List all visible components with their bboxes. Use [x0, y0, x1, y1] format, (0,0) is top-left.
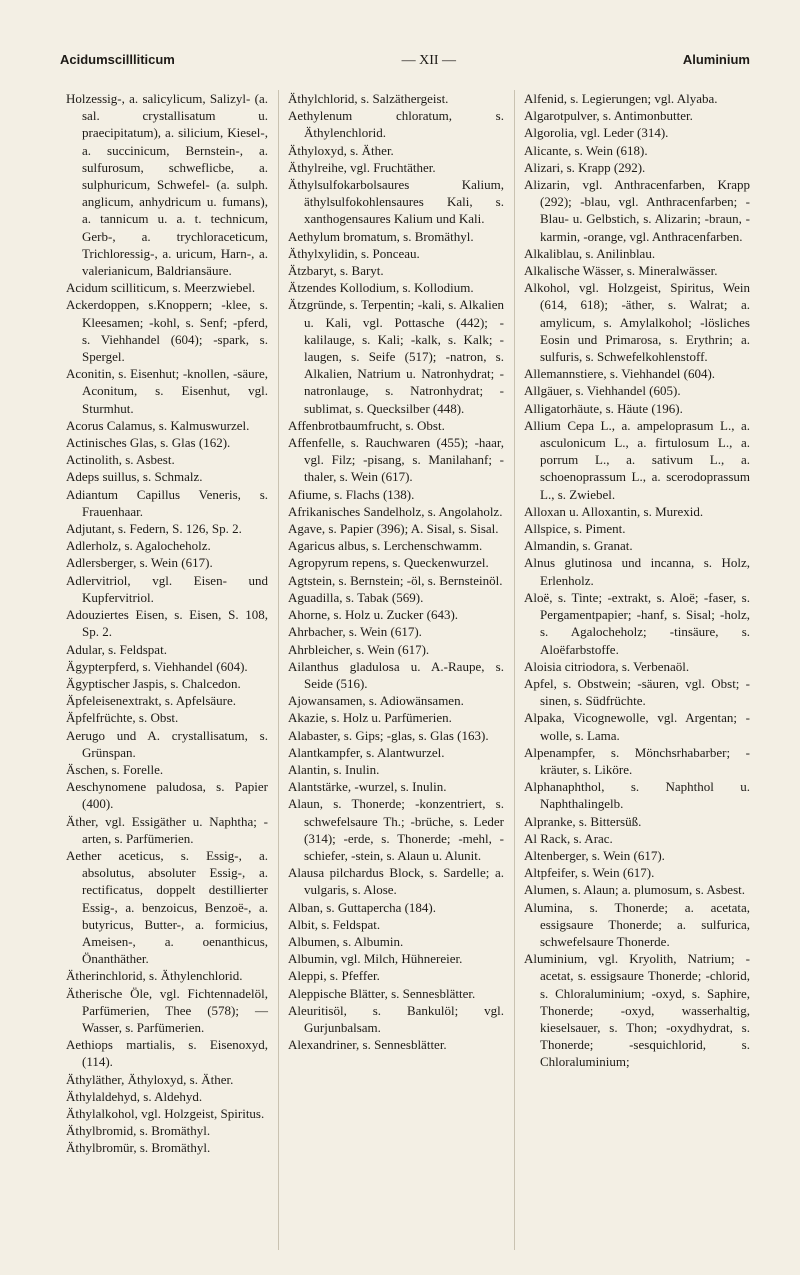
index-entry: Alban, s. Guttapercha (184).	[288, 899, 437, 915]
index-entry: Adeps suillus, s. Schmalz.	[66, 469, 203, 485]
index-entry: Adjutant, s. Federn, S. 126, Sp. 2.	[66, 521, 242, 537]
index-entry: Adouziertes Eisen, s. Eisen, S. 108, Sp. 2.	[66, 607, 268, 640]
index-entry: Alkohol, vgl. Holzgeist, Spiritus, Wein (614, 618); -äther, s. Walrat; a. amylicum, s. Amylalkohol; -lösliches Eosin und Primarosa, s. Erythrin; a. sulfuris, s. Schwefelkohlenstoff.	[524, 280, 750, 365]
index-entry: Actinisches Glas, s. Glas (162).	[66, 435, 231, 451]
index-entry: Alkalische Wässer, s. Mineralwässer.	[524, 263, 718, 279]
index-entry: Äther, vgl. Essigäther u. Naphtha; -arten, s. Parfümerien.	[66, 813, 268, 846]
index-entry: Ackerdoppen, s.Knoppern; -klee, s. Kleesamen; -kohl, s. Senf; -pferd, s. Viehhandel (604); -spark, s. Spergel.	[66, 297, 268, 365]
index-entry: Almandin, s. Granat.	[524, 538, 633, 554]
index-entry: Aloë, s. Tinte; -extrakt, s. Aloë; -faser, s. Pergamentpapier; -hanf, s. Sisal; -holz, s. Agalocheholz; -tinsäure, s. Aloëfarbstoffe.	[524, 589, 750, 657]
index-entry: Allemannstiere, s. Viehhandel (604).	[524, 366, 716, 382]
index-entry: Adlersberger, s. Wein (617).	[66, 555, 213, 571]
index-entry: Agtstein, s. Bernstein; -öl, s. Bernsteinöl.	[288, 572, 503, 588]
index-entry: Äschen, s. Forelle.	[66, 761, 164, 777]
index-entry: Aethiops martialis, s. Eisenoxyd, (114).	[66, 1037, 268, 1070]
index-entry: Actinolith, s. Asbest.	[66, 452, 175, 468]
index-entry: Ahrbacher, s. Wein (617).	[288, 624, 422, 640]
index-entry: Äthylreihe, vgl. Fruchtäther.	[288, 159, 436, 175]
index-entry: Acidum scilliticum, s. Meerzwiebel.	[66, 280, 256, 296]
index-entry: Äthylalkohol, vgl. Holzgeist, Spiritus.	[66, 1105, 265, 1121]
index-entry: Alphanaphthol, s. Naphthol u. Naphthalingelb.	[524, 779, 750, 812]
index-entry: Alaun, s. Thonerde; -konzentriert, s. schwefelsaure Th.; -brüche, s. Leder (314); -erde, s. Thonerde; -mehl, -schiefer, -stein, s. Alaun u. Alunit.	[288, 796, 504, 863]
index-entry: Adlervitriol, vgl. Eisen- und Kupfervitriol.	[66, 572, 268, 605]
index-entry: Äpfelfrüchte, s. Obst.	[66, 710, 179, 726]
index-entry: Äthyloxyd, s. Äther.	[288, 142, 394, 158]
index-entry: Alantstärke, -wurzel, s. Inulin.	[288, 779, 447, 795]
index-entry: Äthylaldehyd, s. Aldehyd.	[66, 1088, 203, 1104]
index-entry: Alpranke, s. Bittersüß.	[524, 813, 642, 829]
index-entry: Ätzbaryt, s. Baryt.	[288, 263, 384, 279]
index-entry: Afrikanisches Sandelholz, s. Angolaholz.	[288, 503, 503, 519]
column-divider	[514, 90, 515, 1250]
index-entry: Affenbrotbaumfrucht, s. Obst.	[288, 417, 445, 433]
index-entry: Alizari, s. Krapp (292).	[524, 159, 646, 175]
index-entry: Agaricus albus, s. Lerchenschwamm.	[288, 538, 483, 554]
index-entry: Agave, s. Papier (396); A. Sisal, s. Sisal.	[288, 521, 499, 537]
index-entry: Aguadilla, s. Tabak (569).	[288, 589, 424, 605]
index-entry: Adiantum Capillus Veneris, s. Frauenhaar.	[66, 486, 268, 519]
index-entry: Ailanthus gladulosa u. A.-Raupe, s. Seide (516).	[288, 658, 504, 691]
index-entry: Alnus glutinosa und incanna, s. Holz, Erlenholz.	[524, 555, 750, 588]
index-entry: Ajowansamen, s. Adiowänsamen.	[288, 693, 464, 709]
index-entry: Äthylbromid, s. Bromäthyl.	[66, 1123, 211, 1139]
index-entry: Altenberger, s. Wein (617).	[524, 847, 665, 863]
index-entry: Aleppische Blätter, s. Sennesblätter.	[288, 985, 476, 1001]
index-entry: Aeschynomene paludosa, s. Papier (400).	[66, 779, 268, 812]
index-entry: Aloisia citriodora, s. Verbenaöl.	[524, 658, 690, 674]
index-entry: Ahrbleicher, s. Wein (617).	[288, 641, 430, 657]
index-entry: Alpenampfer, s. Mönchsrhabarber; -kräuter, s. Liköre.	[524, 744, 750, 777]
index-entry: Affenfelle, s. Rauchwaren (455); -haar, vgl. Filz; -pisang, s. Manilahanf; -thaler, s. Wein (617).	[288, 435, 504, 485]
page-number: — XII —	[401, 53, 457, 68]
index-entry: Allgäuer, s. Viehhandel (605).	[524, 383, 681, 399]
index-entry: Afiume, s. Flachs (138).	[288, 486, 415, 502]
index-entry: Aleppi, s. Pfeffer.	[288, 968, 380, 984]
index-entry: Aether aceticus, s. Essig-, a. absolutus, absoluter Essig-, a. rectificatus, doppelt destillierter Essig-, a. benzoicus, Benzoë-, a. butyricus, Butter-, a. formicius, Ameisen-, a. oenanthicus, Önanthäther.	[66, 847, 268, 967]
index-entry: Äthylbromür, s. Bromäthyl.	[66, 1140, 211, 1156]
column-1	[66, 90, 268, 1157]
index-entry: Aethylenum chloratum, s. Äthylenchlorid.	[288, 108, 504, 141]
index-entry: Aconitin, s. Eisenhut; -knollen, -säure, Aconitum, s. Eisenhut, vgl. Sturmhut.	[66, 366, 268, 416]
index-entry: Alpaka, Vicognewolle, vgl. Argentan; -wolle, s. Lama.	[524, 710, 750, 743]
index-entry: Ägyptischer Jaspis, s. Chalcedon.	[66, 675, 241, 691]
index-entry: Adular, s. Feldspat.	[66, 641, 167, 657]
index-entry: Aluminium, vgl. Kryolith, Natrium; -acetat, s. essigsaure Thonerde; -chlorid, s. Chloraluminium; -oxyd, s. Saphire, Thonerde; -oxyd, wasserhaltig, kieselsauer, s. Thon; -oxydhydrat, s. Thonerde; -sesquichlorid, s. Chloraluminium;	[524, 951, 750, 1070]
index-entry: Äthylchlorid, s. Salzäthergeist.	[288, 91, 449, 106]
index-entry: Ägypterpferd, s. Viehhandel (604).	[66, 658, 248, 674]
running-header	[60, 52, 750, 69]
header-right-keyword: Aluminium	[682, 52, 750, 67]
index-entry: Äthylxylidin, s. Ponceau.	[288, 245, 420, 261]
index-entry: Akazie, s. Holz u. Parfümerien.	[288, 710, 452, 726]
index-entry: Alexandriner, s. Sennesblätter.	[288, 1037, 447, 1053]
index-entry: Algorolia, vgl. Leder (314).	[524, 125, 669, 141]
index-entry: Adlerholz, s. Agalocheholz.	[66, 538, 211, 554]
index-entry: Altpfeifer, s. Wein (617).	[524, 865, 655, 881]
index-entry: Alicante, s. Wein (618).	[524, 142, 648, 158]
header-left-keyword: Acidumscillliticum	[60, 52, 175, 67]
index-entry: Ätherinchlorid, s. Äthylenchlorid.	[66, 968, 243, 984]
index-entry: Ätherische Öle, vgl. Fichtennadelöl, Parfümerien, Thee (578); — Wasser, s. Parfümerien.	[66, 985, 268, 1035]
index-entry: Apfel, s. Obstwein; -säuren, vgl. Obst; -sinen, s. Südfrüchte.	[524, 675, 750, 709]
index-entry: Albumen, s. Albumin.	[288, 933, 404, 949]
index-entry: Aethylum bromatum, s. Bromäthyl.	[288, 228, 474, 244]
index-entry: Alantin, s. Inulin.	[288, 761, 380, 777]
index-entry: Alumina, s. Thonerde; a. acetata, essigsaure Thonerde; a. sulfurica, schwefelsaure Thonerde.	[524, 899, 750, 949]
column-3	[524, 90, 750, 1071]
index-entry: Al Rack, s. Arac.	[524, 830, 613, 846]
index-entry: Allspice, s. Piment.	[524, 521, 626, 537]
index-entry: Ätzendes Kollodium, s. Kollodium.	[288, 280, 474, 296]
index-entry: Äthylsulfokarbolsaures Kalium, äthylsulfokohlensaures Kali, s. xanthogensaures Kalium und Kali.	[288, 177, 504, 227]
index-entry: Alloxan u. Alloxantin, s. Murexid.	[524, 503, 704, 519]
index-entry: Algarotpulver, s. Antimonbutter.	[524, 108, 693, 124]
index-entry: Aerugo und A. crystallisatum, s. Grünspan.	[66, 727, 268, 760]
index-entry: Holzessig-, a. salicylicum, Salizyl- (a. sal. crystallisatum u. praecipitatum), a. silicium, Kiesel-, a. succinicum, Bernstein-, a. sulfurosum, schweflicbe, a. sulphuricum, Schwefel- (a. sulph. anglicum, anhydricum u. fumans), a. tannicum u. a. t. technicum, Gerb-, a. trychloraceticum, Trichloressig-, a. uricum, Harn-, a. valerianicum, Baldriansäure.	[66, 91, 268, 279]
column-divider	[278, 90, 279, 1250]
index-entry: Acorus Calamus, s. Kalmuswurzel.	[66, 417, 250, 433]
index-entry: Aleuritisöl, s. Bankulöl; vgl. Gurjunbalsam.	[288, 1002, 504, 1035]
index-entry: Albit, s. Feldspat.	[288, 916, 381, 932]
index-entry: Alabaster, s. Gips; -glas, s. Glas (163).	[288, 727, 489, 743]
index-entry: Alausa pilchardus Block, s. Sardelle; a. vulgaris, s. Alose.	[288, 865, 504, 898]
column-2	[288, 90, 504, 1053]
index-entry: Alfenid, s. Legierungen; vgl. Alyaba.	[524, 91, 718, 106]
index-entry: Alizarin, vgl. Anthracenfarben, Krapp (292); -blau, vgl. Anthracenfarben; -Blau- u. Gelbstich, s. Alizarin; -braun, -karmin, -orange, vgl. Anthracenfarben.	[524, 177, 750, 244]
index-entry: Alligatorhäute, s. Häute (196).	[524, 400, 683, 416]
index-entry: Alkaliblau, s. Anilinblau.	[524, 245, 656, 261]
index-entry: Äthyläther, Äthyloxyd, s. Äther.	[66, 1071, 234, 1087]
index-entry: Alantkampfer, s. Alantwurzel.	[288, 744, 445, 760]
index-entry: Äpfeleisenextrakt, s. Apfelsäure.	[66, 693, 237, 709]
index-entry: Ahorne, s. Holz u. Zucker (643).	[288, 607, 459, 623]
index-entry: Allium Cepa L., a. ampeloprasum L., a. asculonicum L., a. firtulosum L., a. porrum L., a. sativum L., a. schoenoprassum L., a. scerodoprassum L., s. Zwiebel.	[524, 417, 750, 502]
index-entry: Alumen, s. Alaun; a. plumosum, s. Asbest.	[524, 882, 745, 898]
index-entry: Ätzgründe, s. Terpentin; -kali, s. Alkalien u. Kali, vgl. Pottasche (442); -kalilauge, s. Kali; -kalk, s. Kalk; -laugen, s. Seife (517); -natron, s. Alkalien, Natrium u. Natronhydrat; -natronlauge, s. Natronhydrat; -sublimat, s. Quecksilber (448).	[288, 297, 504, 416]
index-entry: Albumin, vgl. Milch, Hühnereier.	[288, 951, 463, 967]
index-entry: Agropyrum repens, s. Queckenwurzel.	[288, 555, 489, 571]
